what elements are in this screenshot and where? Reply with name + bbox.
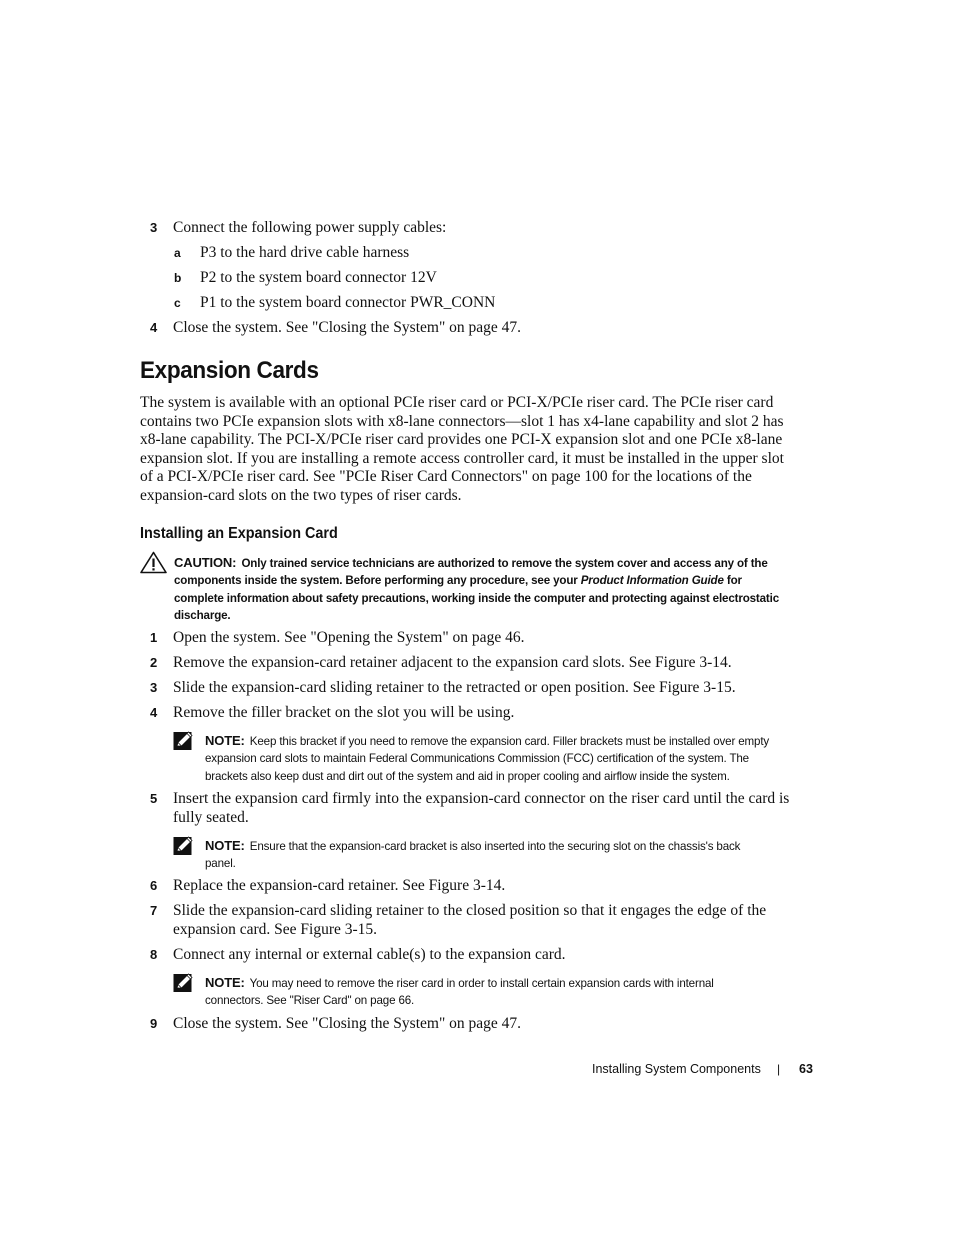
step-line: Slide the expansion-card sliding retainer to the closed position so that it engages the edge of the	[173, 902, 767, 919]
caution-text	[174, 554, 779, 624]
paragraph-line: expansion slot. If you are installing a remote access controller card, it must be installed in the upper slot	[140, 449, 784, 467]
caution-line: complete information about safety precautions, working inside the computer and protecting against electrostatic	[174, 591, 780, 605]
substep-letter: c	[174, 296, 181, 310]
substep-text: P1 to the system board connector PWR_CONN	[200, 294, 496, 311]
footer-separator: |	[777, 1062, 781, 1076]
caution-line: Only trained service technicians are authorized to remove the system cover and access any of the	[241, 557, 768, 570]
paragraph-line: of a PCI-X/PCIe riser card. See "PCIe Riser Card Connectors" on page 100 for the locations of the	[140, 468, 752, 486]
caution-triangle-icon	[140, 551, 167, 574]
substep-letter: b	[174, 271, 182, 285]
paragraph-line: x8-lane capability. The PCI-X/PCIe riser card provides one PCI-X expansion slot and one PCIe x8-lane	[140, 431, 783, 449]
subsection-heading: Installing an Expansion Card	[140, 525, 338, 542]
paragraph-line: contains two PCIe expansion slots with x8-lane connectors—slot 1 has x4-lane capability and slot 2 has	[140, 412, 784, 430]
step-text	[173, 790, 789, 827]
step-text: Connect the following power supply cables:	[173, 219, 447, 236]
note-line: Ensure that the expansion-card bracket is also inserted into the securing slot on the chassis's back	[249, 840, 741, 853]
note-label: NOTE:	[205, 733, 245, 748]
paragraph-line: expansion-card slots on the two types of riser cards.	[140, 486, 462, 504]
step-line: Insert the expansion card firmly into the expansion-card connector on the riser card until the card is	[173, 790, 790, 807]
step-number: 1	[150, 630, 158, 645]
step-number: 8	[150, 947, 158, 962]
section-paragraph	[140, 394, 784, 506]
step-text: Close the system. See "Closing the System" on page 47.	[173, 1015, 522, 1032]
step-text: Close the system. See "Closing the System" on page 47.	[173, 319, 522, 336]
caution-line: for	[723, 574, 742, 588]
note-text	[205, 974, 714, 1010]
substep-text: P2 to the system board connector 12V	[200, 269, 437, 286]
step-number: 2	[150, 655, 158, 670]
step-number: 4	[150, 705, 158, 720]
step-text: Remove the expansion-card retainer adjacent to the expansion card slots. See Figure 3-14.	[173, 654, 732, 671]
step-text: Slide the expansion-card sliding retainer to the retracted or open position. See Figure 3-15.	[173, 679, 736, 696]
note-label: NOTE:	[205, 975, 245, 990]
step-number: 3	[150, 220, 158, 235]
substep-letter: a	[174, 246, 181, 260]
step-text: Open the system. See "Opening the System" on page 46.	[173, 629, 525, 646]
note-pencil-icon	[173, 972, 194, 993]
substep-text: P3 to the hard drive cable harness	[200, 244, 410, 261]
note-text	[205, 732, 769, 785]
footer-section-name: Installing System Components	[592, 1062, 761, 1076]
section-heading: Expansion Cards	[140, 357, 319, 384]
note-line: You may need to remove the riser card in order to install certain expansion cards with internal	[249, 977, 714, 990]
note-label: NOTE:	[205, 838, 245, 853]
note-line: expansion card slots to maintain Federal Communications Commission (FCC) certification of the system. The	[205, 752, 749, 766]
step-number: 6	[150, 878, 158, 893]
step-number: 7	[150, 903, 158, 918]
step-line: fully seated.	[173, 808, 249, 826]
caution-line: components inside the system. Before performing any procedure, see your	[174, 574, 581, 588]
note-line: Keep this bracket if you need to remove the expansion card. Filler brackets must be installed over empty	[249, 735, 770, 748]
step-number: 3	[150, 680, 158, 695]
note-line: panel.	[205, 857, 236, 871]
step-text: Replace the expansion-card retainer. See Figure 3-14.	[173, 877, 506, 894]
step-text: Connect any internal or external cable(s) to the expansion card.	[173, 946, 566, 963]
caution-line: discharge.	[174, 608, 231, 622]
step-number: 4	[150, 320, 158, 335]
caution-label: CAUTION:	[174, 555, 237, 570]
caution-guide-title: Product Information Guide	[580, 574, 724, 588]
page-number: 63	[799, 1062, 813, 1076]
step-number: 9	[150, 1016, 158, 1031]
step-number: 5	[150, 791, 158, 806]
step-text	[173, 902, 766, 939]
note-pencil-icon	[173, 835, 194, 856]
paragraph-line: The system is available with an optional PCIe riser card or PCI-X/PCIe riser card. The PCIe riser card	[140, 394, 774, 411]
note-pencil-icon	[173, 730, 194, 751]
step-line: expansion card. See Figure 3-15.	[173, 920, 378, 938]
step-text: Remove the filler bracket on the slot you will be using.	[173, 704, 515, 721]
note-text	[205, 837, 740, 873]
note-line: connectors. See "Riser Card" on page 66.	[205, 994, 415, 1008]
note-line: brackets also keep dust and dirt out of the system and aid in proper cooling and airflow inside the system.	[205, 769, 730, 783]
